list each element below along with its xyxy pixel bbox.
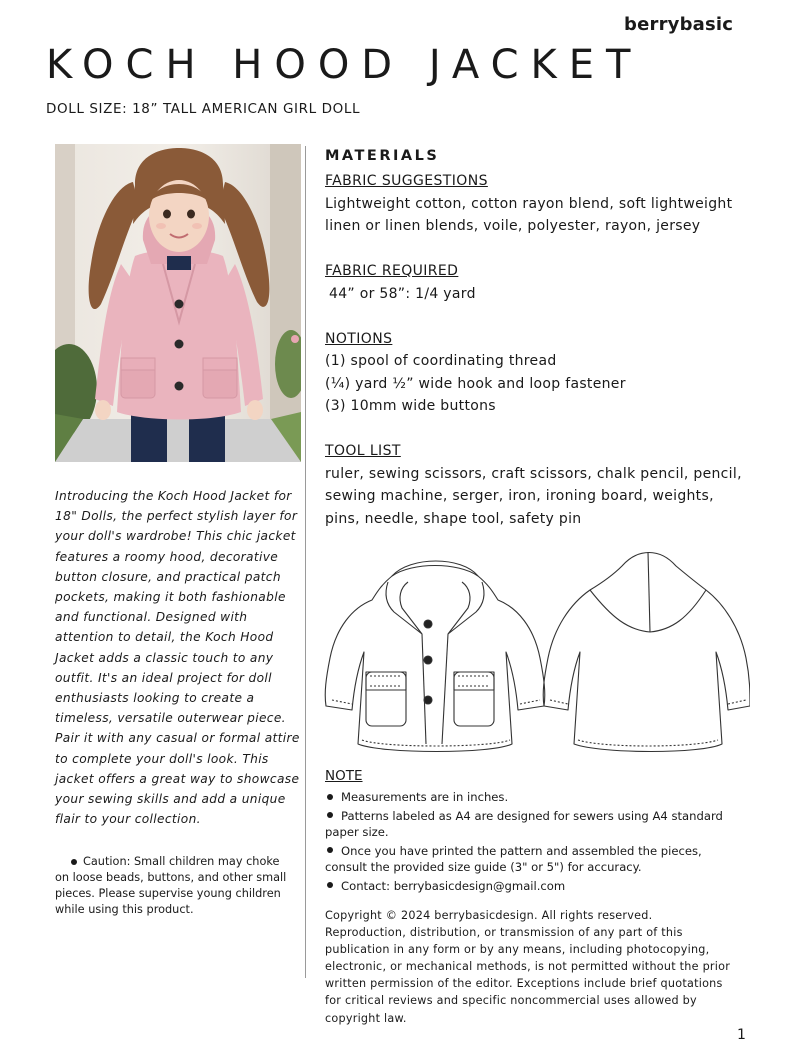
column-divider <box>305 146 306 978</box>
note-item: Once you have printed the pattern and assembled the pieces, consult the provided size guide (3" or 5") for accuracy. <box>325 843 702 874</box>
notions-label: NOTIONS <box>325 330 393 347</box>
fabric-required-label: FABRIC REQUIRED <box>325 263 459 279</box>
materials-heading: MATERIALS <box>325 148 440 164</box>
jacket-flat-sketches <box>322 548 750 754</box>
tool-list-text: ruler, sewing scissors, craft scissors, chalk pencil, pencil, sewing machine, serger, iron, ironing board, weights, pins, needle, shape tool, safety pin <box>325 465 742 527</box>
brand-logo: berrybasic <box>624 14 734 35</box>
bullet-icon <box>71 859 77 865</box>
page-title: KOCH HOOD JACKET <box>46 42 643 88</box>
note-item: Patterns labeled as A4 are designed for sewers using A4 standard paper size. <box>325 808 723 839</box>
note-heading: NOTE <box>325 768 363 784</box>
fabric-required-text: 44” or 58”: 1/4 yard <box>329 285 476 302</box>
page-number: 1 <box>737 1027 746 1043</box>
tool-list-label: TOOL LIST <box>325 443 401 459</box>
back-sketch <box>543 552 750 752</box>
caution-note <box>55 854 295 918</box>
bullet-icon <box>327 882 333 888</box>
bullet-icon <box>327 847 333 853</box>
doll-jacket-photo <box>55 144 301 462</box>
note-item: Measurements are in inches. <box>325 789 745 806</box>
notion-item: (3) 10mm wide buttons <box>325 398 496 414</box>
bullet-icon <box>327 794 333 800</box>
fabric-suggestions-label: FABRIC SUGGESTIONS <box>325 173 488 189</box>
materials-section <box>325 146 745 530</box>
bullet-icon <box>327 812 333 818</box>
copyright-notice: Copyright © 2024 berrybasicdesign. All rights reserved. Reproduction, distribution, or transmission of any part of this publication in any form or by any means, including photocopying, electronic, or mechanical methods, is not permitted without the prior written permission of the editor. Exceptions include brief quotations for critical reviews and specific noncommercial uses allowed by copyright law. <box>325 909 731 1025</box>
note-item: Contact: berrybasicdesign@gmail.com <box>325 878 745 895</box>
intro-paragraph: Introducing the Koch Hood Jacket for 18" Dolls, the perfect stylish layer for your doll's wardrobe! This chic jacket features a roomy hood, decorative button closure, and practical patch pockets, making it both fashionable and functional. Designed with attention to detail, the Koch Hood Jacket adds a classic touch to any outfit. It's an ideal project for doll enthusiasts looking to create a timeless, versatile outerwear piece. Pair it with any casual or formal attire to complete your doll's look. This jacket offers a great way to showcase your sewing skills and add a unique flair to your collection. <box>55 489 300 827</box>
caution-text: Caution: Small children may choke on loose beads, buttons, and other small pieces. Please supervise young children while using this product. <box>55 855 287 916</box>
notion-item: (¼) yard ½” wide hook and loop fastener <box>325 375 626 392</box>
note-list <box>325 789 745 896</box>
front-sketch <box>325 561 545 752</box>
notion-item: (1) spool of coordinating thread <box>325 353 557 369</box>
doll-size-subtitle: DOLL SIZE: 18” TALL AMERICAN GIRL DOLL <box>46 101 361 117</box>
fabric-suggestions-text: Lightweight cotton, cotton rayon blend, soft lightweight linen or linen blends, voile, polyester, rayon, jersey <box>325 195 733 234</box>
